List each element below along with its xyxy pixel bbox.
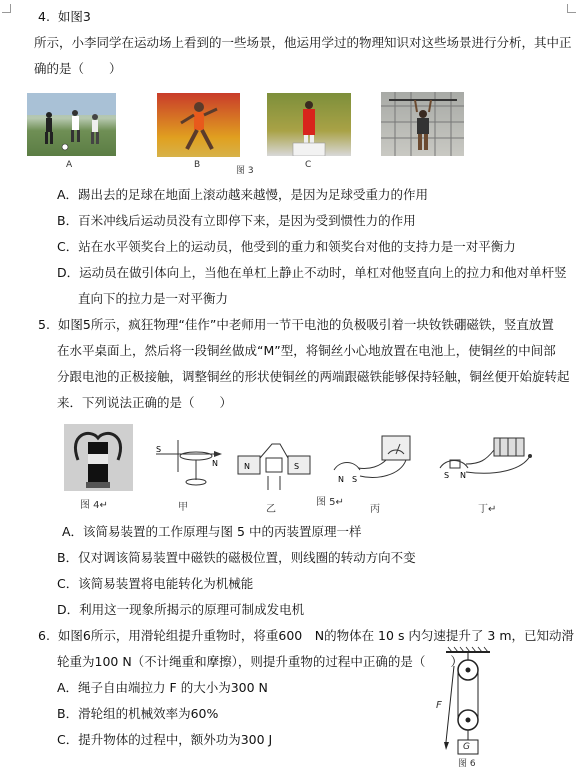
battery-copper-wire-illustration xyxy=(64,424,133,491)
q5-option-b: B．仅对调该简易装置中磁铁的磁极位置，则线圈的转动方向不变 xyxy=(57,550,416,565)
q5-number: 5. xyxy=(38,317,50,332)
q5-label-bing: 丙 xyxy=(370,504,380,515)
svg-text:S: S xyxy=(156,445,162,454)
svg-text:N: N xyxy=(212,459,218,468)
q5-option-a: A．该简易装置的工作原理与图 5 中的丙装置原理一样 xyxy=(62,524,362,539)
q4-option-a: A．踢出去的足球在地面上滚动越来越慢，是因为足球受重力的作用 xyxy=(57,187,429,202)
q4-option-d: D．运动员在做引体向上，当他在单杠上静止不动时，单杠对他竖直向上的拉力和他对单杆竖 xyxy=(57,265,567,280)
pullup-illustration xyxy=(381,92,464,156)
corner-mark-top-right xyxy=(567,4,576,13)
q5-label-yi: 乙 xyxy=(266,504,276,515)
q4-title: 如图3 xyxy=(57,9,91,24)
svg-text:S: S xyxy=(294,462,300,471)
q5-stem-line1 xyxy=(38,316,554,334)
svg-text:N: N xyxy=(460,471,466,480)
q5-stem-line2: 在水平桌面上，然后将一段铜丝做成“M”型，将铜丝小心地放置在电池上，使铜丝的中间部 xyxy=(57,343,556,358)
q6-option-c: C．提升物体的过程中，额外功为300 J xyxy=(57,732,273,747)
q5-stem-line4: 来．下列说法正确的是（ ） xyxy=(57,395,233,410)
q5-figure5-label: 图 5↵ xyxy=(316,497,344,508)
q6-label-weight-g: G xyxy=(463,742,470,752)
q6-stem-text1: 如图6所示，用滑轮组提升重物时，将重600 N的物体在 10 s 内匀速提升了 3 m，已知动滑 xyxy=(57,628,575,643)
q4-stem-line2: 确的是（ ） xyxy=(34,61,122,76)
photo-b-sprinter xyxy=(157,93,240,157)
q5-stem-line3: 分跟电池的正极接触，调整铜丝的形状使铜丝的两端跟磁铁能够保持轻触，铜丝便开始旋转起 xyxy=(57,369,570,384)
q5-label-ding: 丁↵ xyxy=(478,504,497,515)
corner-mark-top-left xyxy=(2,4,11,13)
photo-a-soccer-players xyxy=(27,93,116,156)
q4-caption-a: A xyxy=(66,160,73,170)
q6-stem-line2: 轮重为100 N（不计绳重和摩擦），则提升重物的过程中正确的是（ ） xyxy=(57,654,463,669)
svg-text:S: S xyxy=(352,475,358,484)
q6-figure6-label: 图 6 xyxy=(458,759,476,769)
q4-option-b: B．百米冲线后运动员没有立即停下来，是因为受到惯性力的作用 xyxy=(57,213,416,228)
q4-option-d-continued: 直向下的拉力是一对平衡力 xyxy=(78,291,229,306)
q6-number: 6. xyxy=(38,628,50,643)
figure5-yi-electromagnet xyxy=(232,436,318,494)
q5-option-d: D．利用这一现象所揭示的原理可制成发电机 xyxy=(57,602,305,617)
q5-label-jia: 甲 xyxy=(178,502,188,513)
q6-stem-line1 xyxy=(38,627,574,645)
q6-option-a: A．绳子自由端拉力 F 的大小为300 N xyxy=(57,680,268,695)
soccer-players-illustration xyxy=(27,93,116,156)
q6-option-b: B．滑轮组的机械效率为60% xyxy=(57,706,219,721)
podium-illustration xyxy=(267,93,351,156)
svg-text:N: N xyxy=(338,475,344,484)
q4-caption-b: B xyxy=(194,160,201,170)
svg-text:S: S xyxy=(444,471,450,480)
q5-figure4-label: 图 4↵ xyxy=(80,500,108,511)
figure5-jia-compass xyxy=(150,432,228,490)
q4-option-c: C．站在水平领奖台上的运动员，他受到的重力和领奖台对他的支持力是一对平衡力 xyxy=(57,239,516,254)
figure5-ding-motor-circuit xyxy=(436,430,536,496)
q5-option-c: C．该简易装置将电能转化为机械能 xyxy=(57,576,254,591)
q4-stem-line1: 所示，小李同学在运动场上看到的一些场景，他运用学过的物理知识对这些场景进行分析，其中正 xyxy=(34,35,572,50)
photo-d-pullup xyxy=(381,92,464,156)
q4-caption-c: C xyxy=(305,160,312,170)
svg-text:N: N xyxy=(244,462,250,471)
q6-label-force-f: F xyxy=(436,700,442,711)
figure5-bing-galvanometer xyxy=(330,430,420,496)
photo-figure4-battery-motor xyxy=(64,424,133,491)
q5-stem-text1: 如图5所示，疯狂物理“佳作”中老师用一节干电池的负极吸引着一块钕铁硼磁铁，竖直放置 xyxy=(57,317,554,332)
q4-figure3-label: 图 3 xyxy=(236,166,254,176)
q4-heading xyxy=(38,8,91,26)
q4-number: 4. xyxy=(38,9,50,24)
sprinter-illustration xyxy=(157,93,240,157)
photo-c-podium xyxy=(267,93,351,156)
